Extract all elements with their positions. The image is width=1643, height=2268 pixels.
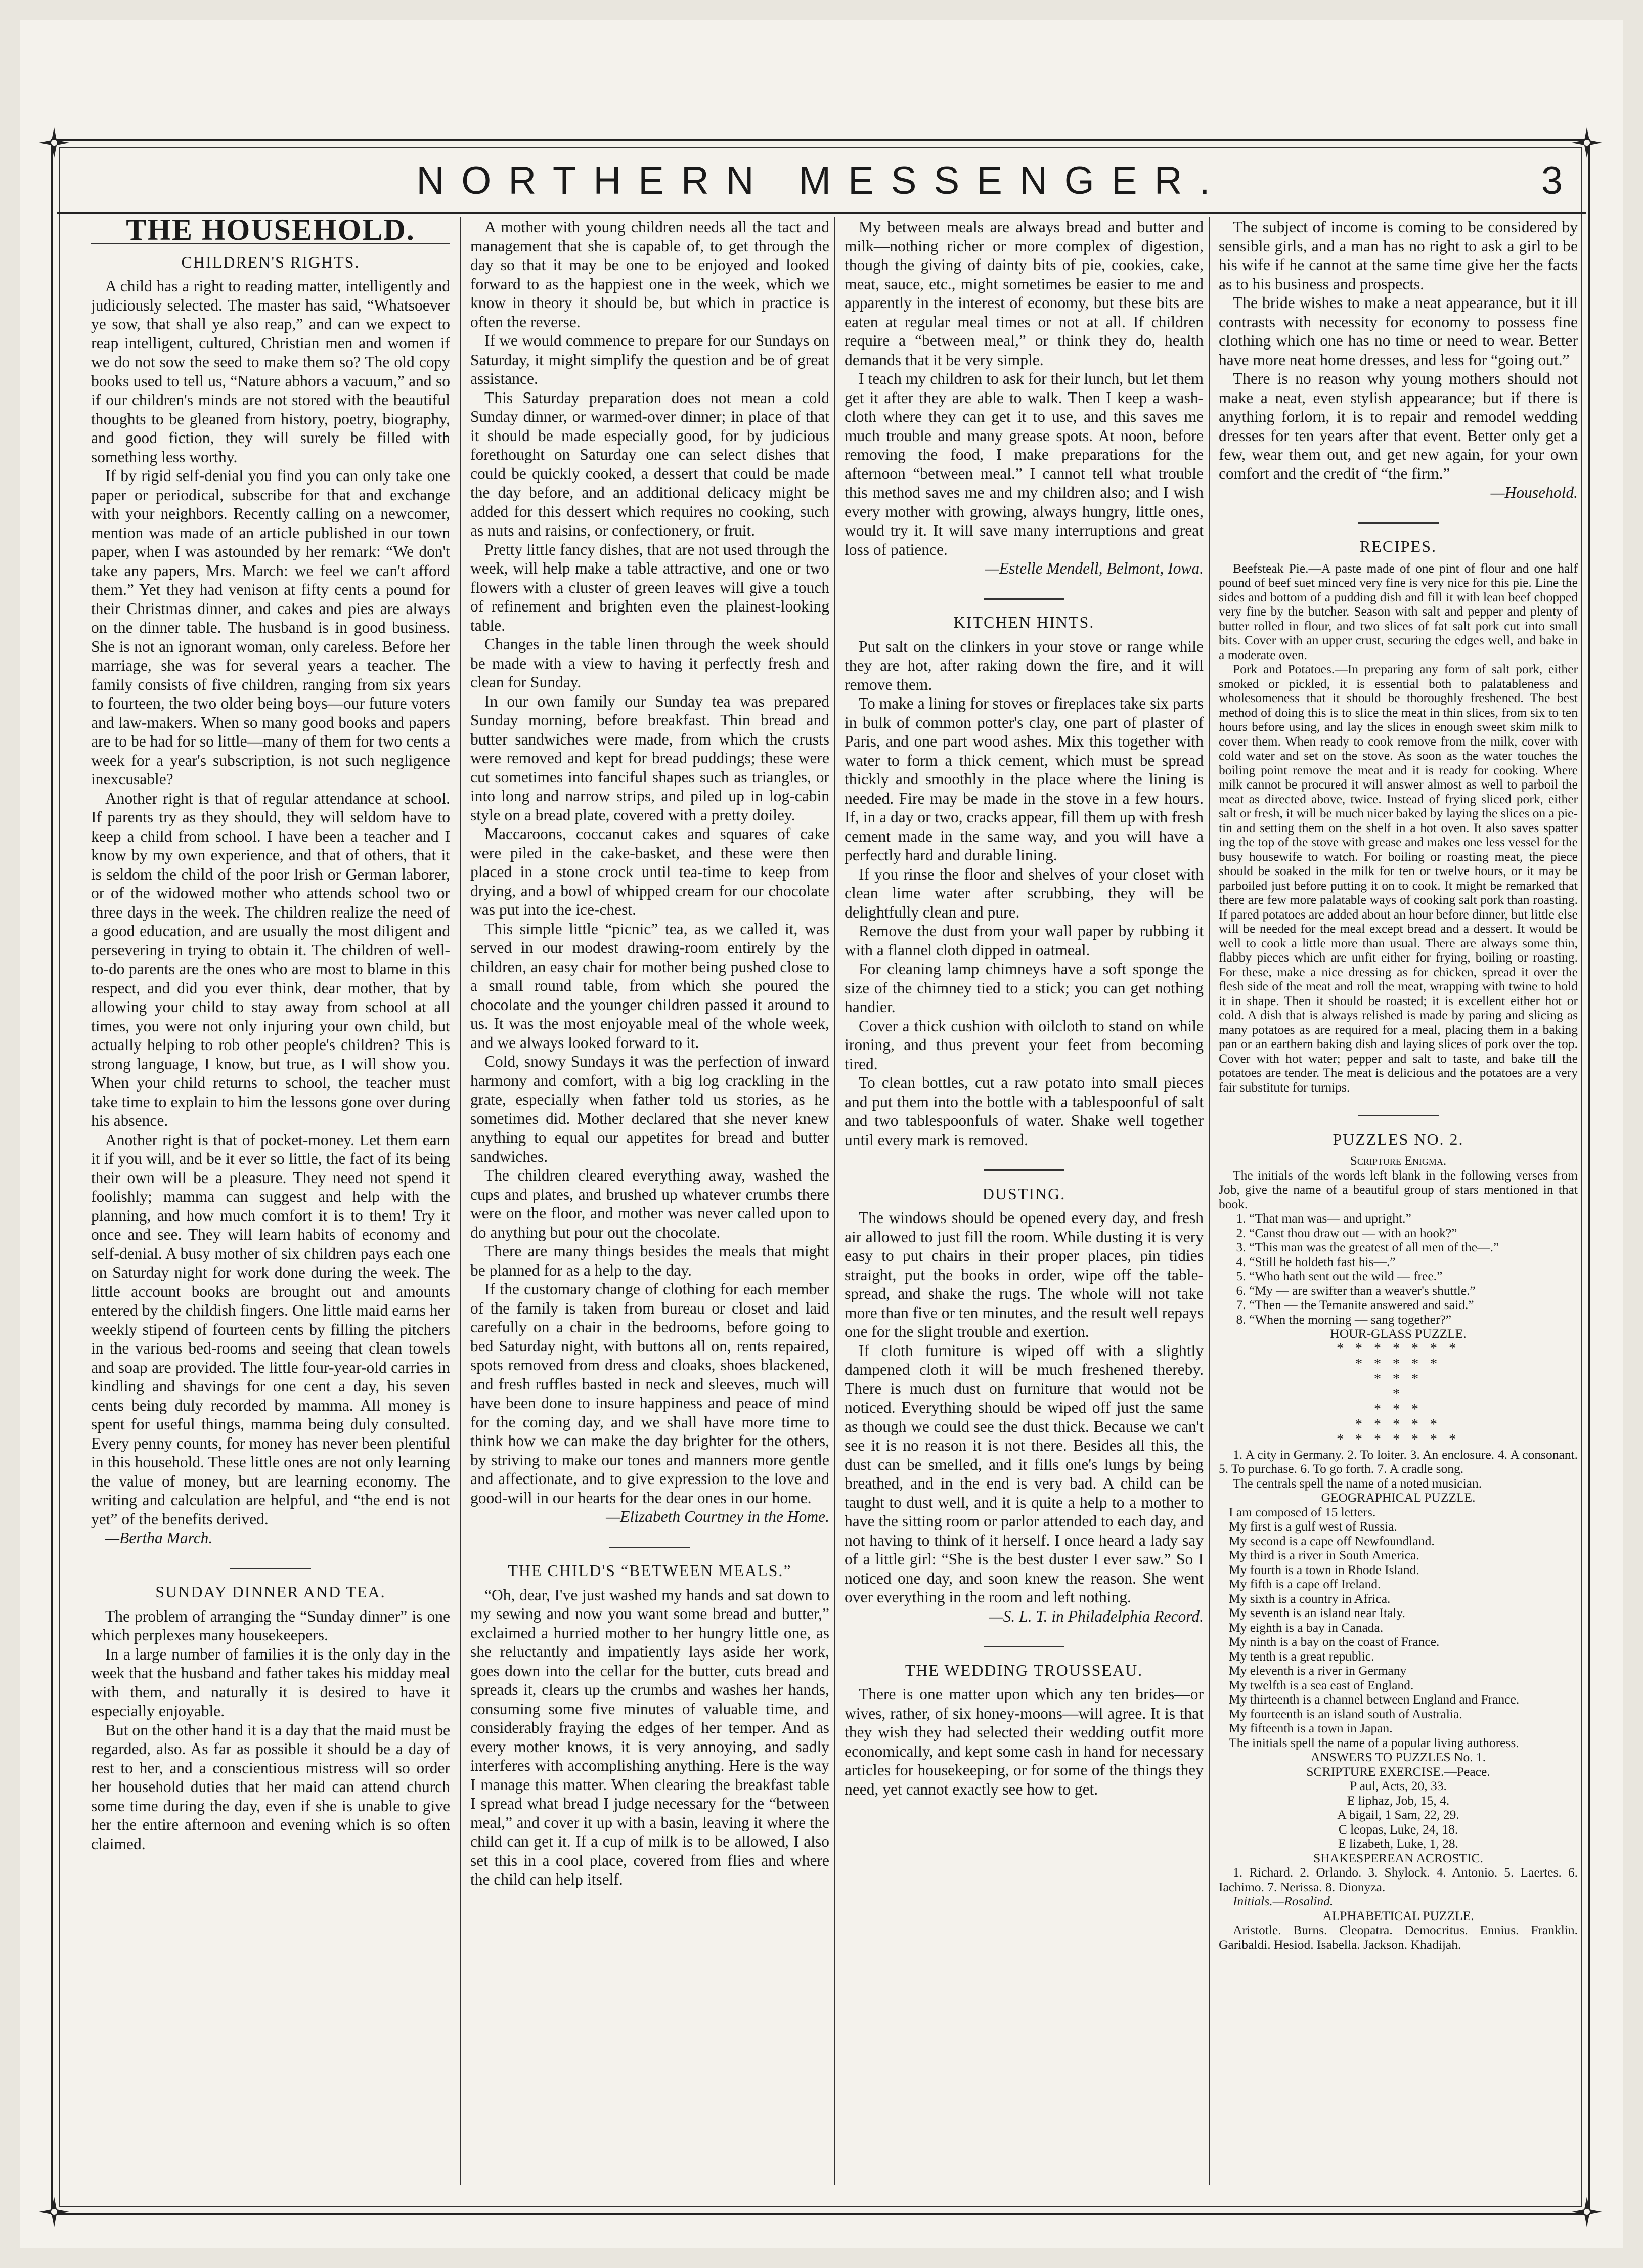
divider [1219, 1102, 1578, 1121]
article-paragraph: If we would commence to prepare for our Sundays on Saturday, it might simplify the question and be of great assistance. [470, 332, 829, 387]
article-paragraph: The subject of income is coming to be considered by sensible girls, and a man has no right to ask a girl to be his wife if he cannot at the same time give her the facts as to his business and prospects. [1219, 218, 1578, 293]
article-byline: —Estelle Mendell, Belmont, Iowa. [985, 559, 1204, 577]
puzzle-line: My fourteenth is an island south of Australia. [1229, 1706, 1462, 1721]
article-paragraph: Cold, snowy Sundays it was the perfection of inward harmony and comfort, with a big log crackling in the grate, especially when father told us stories, as he sometimes did. Mother declared that she never knew anything to equal our appetites for bread and butter sandwiches. [470, 1053, 829, 1165]
divider [845, 1633, 1204, 1652]
answer-line: C leopas, Luke, 24, 18. [1338, 1821, 1458, 1837]
puzzle-clues: 1. A city in Germany. 2. To loiter. 3. An enclosure. 4. A consonant. 5. To purchase. 6. To go forth. 7. A cradle song. [1219, 1447, 1578, 1476]
list-item: 2. “Canst thou draw out — with an hook?” [1249, 1226, 1578, 1241]
article-paragraph: I teach my children to ask for their lunch, but let them get it after they are able to walk. Then I keep a wash-cloth where they can get it to use, and this saves me much trouble and many grease spots. At noon, before removing the food, I make preparations for the afternoon “between meal.” I cannot tell what trouble this method saves me and my children also; and I wish every mother with growing, always hungry, little ones, would try it. It will save many interruptions and great loss of patience. [845, 370, 1204, 558]
list-item: 1. “That man was— and upright.” [1249, 1211, 1578, 1226]
divider [91, 1555, 450, 1574]
puzzle-line: My eighth is a bay in Canada. [1229, 1620, 1384, 1635]
article-heading: THE WEDDING TROUSSEAU. [905, 1661, 1143, 1679]
puzzle-line: My first is a gulf west of Russia. [1229, 1519, 1397, 1534]
hourglass-row: * * * [1374, 1401, 1423, 1417]
list-item: 5. “Who hath sent out the wild — free.” [1249, 1269, 1578, 1284]
answer-line: A bigail, 1 Sam, 22, 29. [1337, 1807, 1459, 1822]
column-2 [470, 217, 829, 2180]
article-paragraph: If cloth furniture is wiped off with a slightly dampened cloth it will be much freshened thereby. There is much dust on furniture that would not be noticed. Everything should be wiped off just the same as though we could see the dust thick. Because we can't see it is no reason it is not there. Besides all this, the dust can be smelled, and it fills one's lungs by being breathed, and in the end is very bad. A child can be taught to dust well, and it is quite a help to a mother to have the sitting room or parlor attended to each day, and not having to think of it herself. I once heard a lady say of a little girl: “She is the best duster I ever saw.” So I noticed one day, and soon knew the reason. She went over everything in the room and left nothing. [845, 1341, 1204, 1606]
hourglass-row: * * * * * [1355, 1416, 1441, 1432]
article-heading: DUSTING. [982, 1184, 1066, 1203]
corner-ornament-icon [36, 125, 72, 160]
columns [91, 217, 1578, 2190]
article-paragraph: In a large number of families it is the only day in the week that the husband and father takes his midday meal with them, and naturally it is desired to have it especially enjoyable. [91, 1645, 450, 1720]
answers-title: SHAKESPEREAN ACROSTIC. [1313, 1850, 1483, 1865]
hourglass-row: * * * * * * * [1337, 1431, 1460, 1448]
puzzle-line: My fifteenth is a town in Japan. [1229, 1721, 1393, 1735]
article-paragraph: A child has a right to reading matter, intelligently and judiciously selected. The master has said, “Whatsoever ye sow, that shall ye also reap,” and can we expect to reap intelligent, cultured, Christian men and women if we do not sow the seed to make them so? The old copy books used to tell us, “Nature abhors a vacuum,” and so if our children's minds are not stored with the beautiful thoughts to be gleaned from history, poetry, biography, and good fiction, they will surely be filled with something less worthy. [91, 277, 450, 466]
puzzle-line: My fourth is a town in Rhode Island. [1229, 1562, 1419, 1577]
article-paragraph: If you rinse the floor and shelves of your closet with clean lime water after scrubbing, they will be delightfully clean and pure. [845, 865, 1204, 921]
answer-line: P aul, Acts, 20, 33. [1350, 1778, 1447, 1793]
recipe-paragraph: Beefsteak Pie.—A paste made of one pint of flour and one half pound of beef suet minced very fine is very nice for this pie. Line the sides and bottom of a pudding dish and fill it with lean beef chopped very fine by the butcher. Season with salt and pepper and plenty of butter rolled in flour, and two slices of fat salt pork cut into small bits. Cover with an upper crust, securing the edges well, and bake in a moderate oven. [1219, 560, 1578, 662]
article-paragraph: The problem of arranging the “Sunday dinner” is one which perplexes many housekeepers. [91, 1607, 450, 1644]
article-paragraph: To make a lining for stoves or fireplaces take six parts in bulk of common potter's clay, one part of plaster of Paris, and one part wood ashes. Mix this together with water to form a thick cement, which must be spread thickly and smoothly in the place where the lining is needed. Fire may be made in the stove in a few hours. If, in a day or two, cracks appear, fill them up with fresh cement made in the same way, and you will have a perfectly hard and durable lining. [845, 694, 1204, 864]
masthead-title: NORTHERN MESSENGER. [416, 159, 1227, 202]
answers-heading: ANSWERS TO PUZZLES No. 1. [1310, 1750, 1486, 1764]
puzzle-intro: The initials of the words left blank in the following verses from Job, give the name of a beautiful group of stars mentioned in that book. [1219, 1167, 1578, 1211]
corner-ornament-icon [1569, 2194, 1605, 2230]
article-paragraph: If the customary change of clothing for each member of the family is taken from bureau or closet and laid carefully on a chair in the bedrooms, before going to bed Saturday night, with buttons all on, rents repaired, spots removed from dress and cloaks, shoes blackened, and fresh ruffles basted in neck and sleeves, much will have been done to insure happiness and peace of mind for the coming day, and we shall have more time to think how we can make the day brighter for the others, by striving to make our tones and manners more gentle and affectionate, and to give expression to the love and good-will in our hearts for the dear ones in our home. [470, 1280, 829, 1507]
enigma-list [1219, 1211, 1578, 1327]
list-item: 6. “My — are swifter than a weaver's shuttle.” [1249, 1284, 1578, 1298]
article-heading: THE CHILD'S “BETWEEN MEALS.” [508, 1561, 792, 1580]
hourglass-row: * * * * * * * [1337, 1340, 1460, 1357]
article-paragraph: There is one matter upon which any ten brides—or wives, rather, of six honey-moons—will agree. It is that they wish they had selected their wedding outfit more economically, and kept some cash in hand for necessary articles for housekeeping, or for some of the things they need, yet cannot exactly see how to get. [845, 1685, 1204, 1798]
article-paragraph: Cover a thick cushion with oilcloth to stand on while ironing, and thus prevent your feet from becoming tired. [845, 1017, 1204, 1073]
answers-title: SCRIPTURE EXERCISE.—Peace. [1306, 1764, 1490, 1779]
list-item: 3. “This man was the greatest of all men of the—.” [1249, 1240, 1578, 1255]
puzzle-line: The initials spell the name of a popular living authoress. [1229, 1735, 1519, 1750]
geographical-puzzle [1219, 1505, 1578, 1751]
puzzle-line: My thirteenth is a channel between England and France. [1229, 1692, 1520, 1707]
article-heading: KITCHEN HINTS. [953, 613, 1095, 631]
article-paragraph: If by rigid self-denial you find you can only take one paper or periodical, subscribe for that and exchange with your neighbors. Recently calling on a newcomer, mention was made of an article published in our town paper, when I was astounded by her remark: “We don't take any papers, Mrs. March: we feel we can't afford them.” Yet they had venison at fifty cents a pound for their Christmas dinner, and cakes and pies are always on the dinner table. The husband is in good business. She is not an ignorant woman, only careless. Before her marriage, she was for several years a teacher. The family consists of five children, ranging from six years to fourteen, the two older being boys—our future voters and law-makers. When so many good books and papers are to be had for so little—many of them for two cents a week for a year's subscription, is not such negligence inexcusable? [91, 467, 450, 788]
answer-text: Aristotle. Burns. Cleopatra. Democritus. Ennius. Franklin. Garibaldi. Hesiod. Isabella. Jackson. Khadijah. [1219, 1923, 1578, 1952]
puzzle-line: My twelfth is a sea east of England. [1229, 1677, 1414, 1692]
article-byline: —Household. [1490, 484, 1578, 501]
puzzle-line: My sixth is a country in Africa. [1229, 1591, 1391, 1606]
article-paragraph: The windows should be opened every day, and fresh air allowed to just fill the room. While dusting it is very easy to put chairs in their proper places, pin tidies straight, put the books in order, wipe off the table-spread, and shake the rugs. The whole will not take more than five or ten minutes, and the result well repays one for the slight trouble and exertion. [845, 1209, 1204, 1340]
hourglass-row: * [1393, 1386, 1404, 1402]
answer-line: E liphaz, Job, 15, 4. [1347, 1793, 1450, 1808]
answer-text: 1. Richard. 2. Orlando. 3. Shylock. 4. Antonio. 5. Laertes. 6. Iachimo. 7. Nerissa. 8. Dionyza. [1219, 1865, 1578, 1894]
article-paragraph: But on the other hand it is a day that the maid must be regarded, also. As far as possible it should be a day of rest to her, and a conscientious mistress will so order her household duties that her maid can attend church some time during the day, even if she is unable to give her the entire afternoon and evening which is so often claimed. [91, 1721, 450, 1853]
article-paragraph: The bride wishes to make a neat appearance, but it ill contrasts with necessity for economy to possess fine clothing which one has no time or need to wear. Better have more neat home dresses, and less for “going out.” [1219, 294, 1578, 369]
answers-title: ALPHABETICAL PUZZLE. [1322, 1908, 1474, 1923]
list-item: 8. “When the morning — sang together?” [1249, 1313, 1578, 1327]
article-byline: —S. L. T. in Philadelphia Record. [989, 1607, 1204, 1625]
puzzle-line: My eleventh is a river in Germany [1229, 1663, 1407, 1678]
page-number: 3 [1541, 159, 1563, 202]
divider [1219, 509, 1578, 529]
masthead [81, 151, 1563, 211]
puzzle-title: GEOGRAPHICAL PUZZLE. [1321, 1490, 1476, 1505]
answer-text: Initials.—Rosalind. [1233, 1894, 1334, 1908]
puzzle-line: My fifth is a cape off Ireland. [1229, 1577, 1381, 1591]
article-paragraph: Another right is that of regular attendance at school. If parents try as they should, they will seldom have to keep a child from school. I have been a teacher and I know by my own experience, and that of others, that it is seldom the child of the poor Irish or German laborer, or of the widowed mother who attends school two or three days in the week. The children realize the need of a good education, and are usually the most diligent and persevering in trying to obtain it. The children of well-to-do parents are the ones who are most to blame in this respect, and did you ever think, dear mother, that by allowing your child to stay away from school at all times, you were not only injuring your own child, but actually helping to rob other people's children? This is strong language, I know, but true, as I will show you. When your child returns to school, the teacher must take time to explain to him the lessons gone over during his absence. [91, 789, 450, 1129]
article-paragraph: In our own family our Sunday tea was prepared Sunday morning, before breakfast. Thin bread and butter sandwiches were made, from which the crusts were removed and kept for bread puddings; these were cut sometimes into fanciful shapes such as triangles, or into long and narrow strips, and piled up in log-cabin style on a bread plate, covered with a pretty doiley. [470, 692, 829, 824]
list-item: 7. “Then — the Temanite answered and said.” [1249, 1298, 1578, 1313]
article-paragraph: To clean bottles, cut a raw potato into small pieces and put them into the bottle with a tablespoonful of salt and two tablespoonfuls of water. Shake well together until every mark is removed. [845, 1074, 1204, 1149]
puzzle-line: My third is a river in South America. [1229, 1548, 1419, 1562]
puzzle-line: My ninth is a bay on the coast of France. [1229, 1634, 1440, 1649]
article-paragraph: Maccaroons, coccanut cakes and squares of cake were piled in the cake-basket, and these were then placed in a stone crock until tea-time to keep from drying, and a bowl of whipped cream for our chocolate was put into the ice-chest. [470, 825, 829, 919]
corner-ornament-icon [1569, 125, 1605, 160]
article-paragraph: This simple little “picnic” tea, as we called it, was served in our modest drawing-room entirely by the children, an easy chair for mother being pushed close to a small round table, from which she poured the chocolate and the younger children passed it around to us. It was the most enjoyable meal of the whole week, and we always looked forward to it. [470, 920, 829, 1052]
article-paragraph: A mother with young children needs all the tact and management that she is capable of, to get through the day so that it may be one to be enjoyed and looked forward to as the happiest one in the week, which we know in theory it should be, but which in practice is often the reverse. [470, 218, 829, 331]
hourglass-figure [1219, 1341, 1578, 1448]
article-heading: CHILDREN'S RIGHTS. [181, 252, 360, 271]
article-paragraph: This Saturday preparation does not mean a cold Sunday dinner, or warmed-over dinner; in place of that it should be made especially good, for by judicious forethought on Saturday one can select dishes that could be quickly cooked, a dessert that could be made the day before, and an additional delicacy might be added for this dessert which requires no cooking, such as nuts and raisins, or confectionery, or fruit. [470, 388, 829, 539]
article-paragraph: Remove the dust from your wall paper by rubbing it with a flannel cloth dipped in oatmeal. [845, 922, 1204, 959]
puzzle-note: The centrals spell the name of a noted musician. [1233, 1475, 1482, 1491]
article-paragraph: “Oh, dear, I've just washed my hands and sat down to my sewing and now you want some bread and butter,” exclaimed a hurried mother to her hungry little one, as she reluctantly and impatiently lays aside her work, goes down into the cellar for the butter, cuts bread and spreads it, clears up the crumbs and washes her hands, consuming some five minutes of valuable time, and considerably fraying the edges of her temper. And as every mother knows, it is very annoying, and sadly interferes with accomplishing anything. Here is the way I manage this matter. When clearing the breakfast table I spread what bread I judge necessary for the “between meal,” and cover it up with a basin, leaving it where the child can get it. If a cup of milk is to be allowed, I also set this in a cool place, covered from flies and where the child can help itself. [470, 1586, 829, 1888]
article-heading: RECIPES. [1359, 537, 1437, 555]
puzzle-title: HOUR-GLASS PUZZLE. [1330, 1326, 1467, 1341]
column-4 [1219, 217, 1578, 2180]
answer-line: E lizabeth, Luke, 1, 28. [1338, 1836, 1458, 1851]
column-rule [460, 217, 461, 2185]
puzzle-title: Scripture Enigma. [1350, 1153, 1447, 1168]
corner-ornament-icon [36, 2194, 72, 2230]
recipe-paragraph: Pork and Potatoes.—In preparing any form of salt pork, either smoked or pickled, it is essential both to palatableness and wholesomeness that it should be thoroughly freshened. The best method of doing this is to slice the meat in thin slices, from six to ten hours before using, and lay the slices in enough sweet skim milk to cover them. When ready to cook remove from the milk, cover with cold water and set on the stove. As soon as the water touches the boiling point remove the meat and it is ready for cooking. Where milk cannot be procured it will answer almost as well to parboil the meat as directed above, twice. Instead of frying sliced pork, either salt or fresh, it will be much nicer baked by laying the slices on a pie-tin and setting them on the shelf in a hot oven. It also saves spatter ing the top of the stove with grease and makes one less vessel for the busy housewife to watch. For boiling or roasting meat, the piece should be soaked in the milk for ten or twelve hours, or it may be parboiled just before putting it on to cook. It might be remarked that there are few more palatable ways of cooking salt pork than roasting. If pared potatoes are added about an hour before dinner, but little else will be needed for the meal except bread and a dessert. It would be well to cook a little more than usual. There are always some thin, flabby pieces which are unfit either for frying, boiling or roasting. For these, make a nice dressing as for chicken, spread it over the flesh side of the meat and roll the meat, wrapping with twine to hold it in shape. Then it should be roasted; it is excellent either hot or cold. A dish that is always relished is made by paring and slicing as many potatoes as are required for a meal, placing them in a baking pan or an earthern baking dish and laying slices of pork over the top. Cover with hot water; pepper and salt to taste, and bake till the potatoes are tender. The meat is delicious and the potatoes are a very fair substitute for turnips. [1219, 662, 1578, 1095]
article-paragraph: There is no reason why young mothers should not make a neat, even stylish appearance; but if there is anything forlorn, it is to repair and remodel wedding dresses for ten years after that event. Better only get a few, wear them out, and get new again, for your own comfort and the credit of “the firm.” [1219, 370, 1578, 483]
column-3 [845, 217, 1204, 2180]
article-paragraph: For cleaning lamp chimneys have a soft sponge the size of the chimney tied to a stick; you can get nothing handier. [845, 960, 1204, 1016]
article-paragraph: Changes in the table linen through the week should be made with a view to having it perfectly fresh and clean for Sunday. [470, 635, 829, 691]
article-paragraph: My between meals are always bread and butter and milk—nothing richer or more complex of digestion, though the giving of dainty bits of pie, cookies, cake, meat, sauce, etc., might sometimes be easier to me and apparently in the interest of economy, but these bits are eaten at regular meal times or not at all. If children require a “between meal,” or think they do, health demands that it be very simple. [845, 218, 1204, 369]
article-heading: SUNDAY DINNER AND TEA. [155, 1583, 386, 1601]
puzzle-line: I am composed of 15 letters. [1229, 1504, 1376, 1519]
column-rule [834, 217, 835, 2185]
article-paragraph: Pretty little fancy dishes, that are not used through the week, will help make a table attractive, and one or two flowers with a cluster of green leaves will give a touch of refinement and brighten even the plainest-looking table. [470, 540, 829, 634]
article-byline: —Bertha March. [105, 1529, 213, 1547]
puzzle-line: My second is a cape off Newfoundland. [1229, 1533, 1435, 1548]
newspaper-page [20, 20, 1623, 2248]
hourglass-row: * * * * * [1355, 1356, 1441, 1372]
list-item: 4. “Still he holdeth fast his—.” [1249, 1255, 1578, 1270]
article-paragraph: Put salt on the clinkers in your stove or range while they are hot, after raking down the fire, and it will remove them. [845, 637, 1204, 693]
article-paragraph: The children cleared everything away, washed the cups and plates, and brushed up whatever crumbs there were on the floor, and mother was never called upon to do anything but pour out the chocolate. [470, 1166, 829, 1241]
divider [470, 1534, 829, 1553]
column-1 [91, 217, 450, 2180]
puzzle-line: My tenth is a great republic. [1229, 1648, 1374, 1664]
article-heading: PUZZLES NO. 2. [1333, 1129, 1464, 1148]
divider [845, 1156, 1204, 1175]
hourglass-row: * * * [1374, 1371, 1423, 1387]
puzzle-line: My seventh is an island near Italy. [1229, 1605, 1405, 1620]
section-title: THE HOUSEHOLD. [91, 221, 450, 244]
divider [845, 585, 1204, 604]
column-rule [1209, 217, 1210, 2185]
masthead-rule [57, 212, 1586, 214]
article-paragraph: There are many things besides the meals that might be planned for as a help to the day. [470, 1242, 829, 1279]
article-byline: —Elizabeth Courtney in the Home. [606, 1508, 829, 1525]
article-paragraph: Another right is that of pocket-money. Let them earn it if you will, and be it ever so little, the fact of its being their own will be a pleasure. They need not spend it foolishly; mamma can suggest and help with the planning, and how much comfort it is to them! Try it once and see. They will learn habits of economy and self-denial. A busy mother of six children pays each one on Saturday night for work done during the week. The little account books are brought out and amounts entered by the childish fingers. One little maid earns her weekly stipend of fourteen cents by filling the pitchers in the various bed-rooms and seeing that clean towels and soap are provided. The little four-year-old carries in kindling and shavings for one cent a day, his seven cents being duly recorded by mamma. All money is spent for useful things, mamma being duly consulted. Every penny counts, for money has never been plentiful in this household. These little ones are not only learning the value of money, but are learning economy. The writing and calculation are helpful, and “the end is not yet” of the benefits derived. [91, 1130, 450, 1528]
